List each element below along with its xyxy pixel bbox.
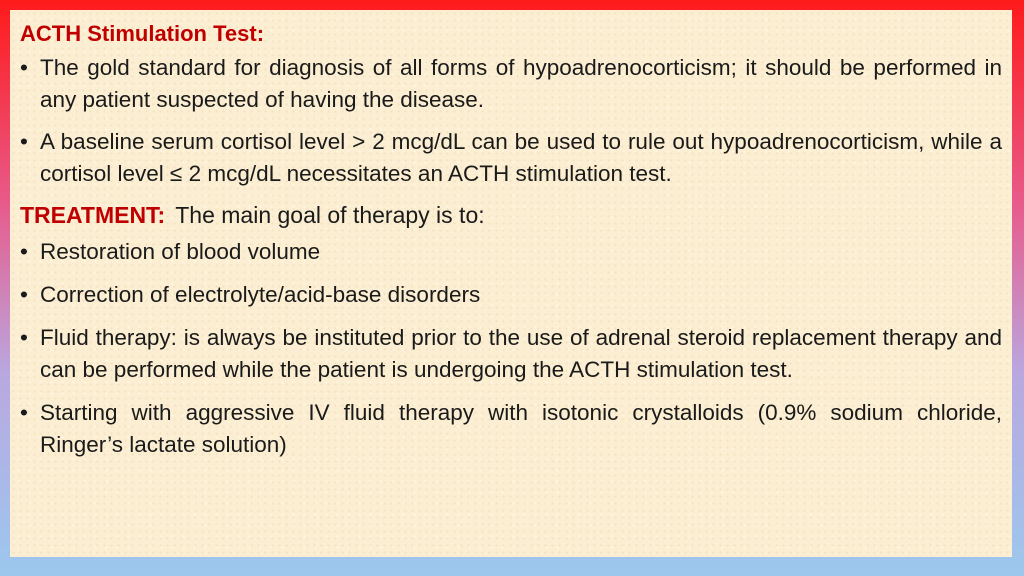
list-item [20, 322, 1002, 386]
bullet-icon: • [20, 129, 28, 154]
list-item-text: Fluid therapy: is always be instituted prior to the use of adrenal steroid replacement therapy and can be performed while the patient is undergoing the ACTH stimulation test. [40, 325, 1002, 382]
list-item [20, 52, 1002, 116]
bullet-icon: • [20, 239, 28, 264]
list-item-text: Starting with aggressive IV fluid therapy with isotonic crystalloids (0.9% sodium chloride, Ringer’s lactate solution) [40, 400, 1002, 457]
list-item-text: Restoration of blood volume [40, 239, 321, 264]
treatment-line [20, 200, 1002, 230]
bullet-icon: • [20, 400, 28, 425]
list-item [20, 397, 1002, 461]
list-item [20, 236, 1002, 268]
bullet-icon: • [20, 325, 28, 350]
acth-bullet-list [20, 52, 1002, 190]
bullet-icon: • [20, 55, 28, 80]
list-item [20, 279, 1002, 311]
treatment-intro: The main goal of therapy is to: [175, 202, 485, 228]
treatment-label: TREATMENT: [20, 202, 166, 228]
list-item-text: The gold standard for diagnosis of all forms of hypoadrenocorticism; it should be performed in any patient suspected of having the disease. [40, 55, 1002, 112]
list-item [20, 126, 1002, 190]
bullet-icon: • [20, 282, 28, 307]
list-item-text: Correction of electrolyte/acid-base disorders [40, 282, 481, 307]
list-item-text: A baseline serum cortisol level > 2 mcg/dL can be used to rule out hypoadrenocorticism, while a cortisol level ≤ 2 mcg/dL necessitates an ACTH stimulation test. [40, 129, 1002, 186]
slide-content [10, 10, 1012, 557]
acth-heading: ACTH Stimulation Test: [20, 21, 265, 46]
treatment-bullet-list [20, 236, 1002, 461]
